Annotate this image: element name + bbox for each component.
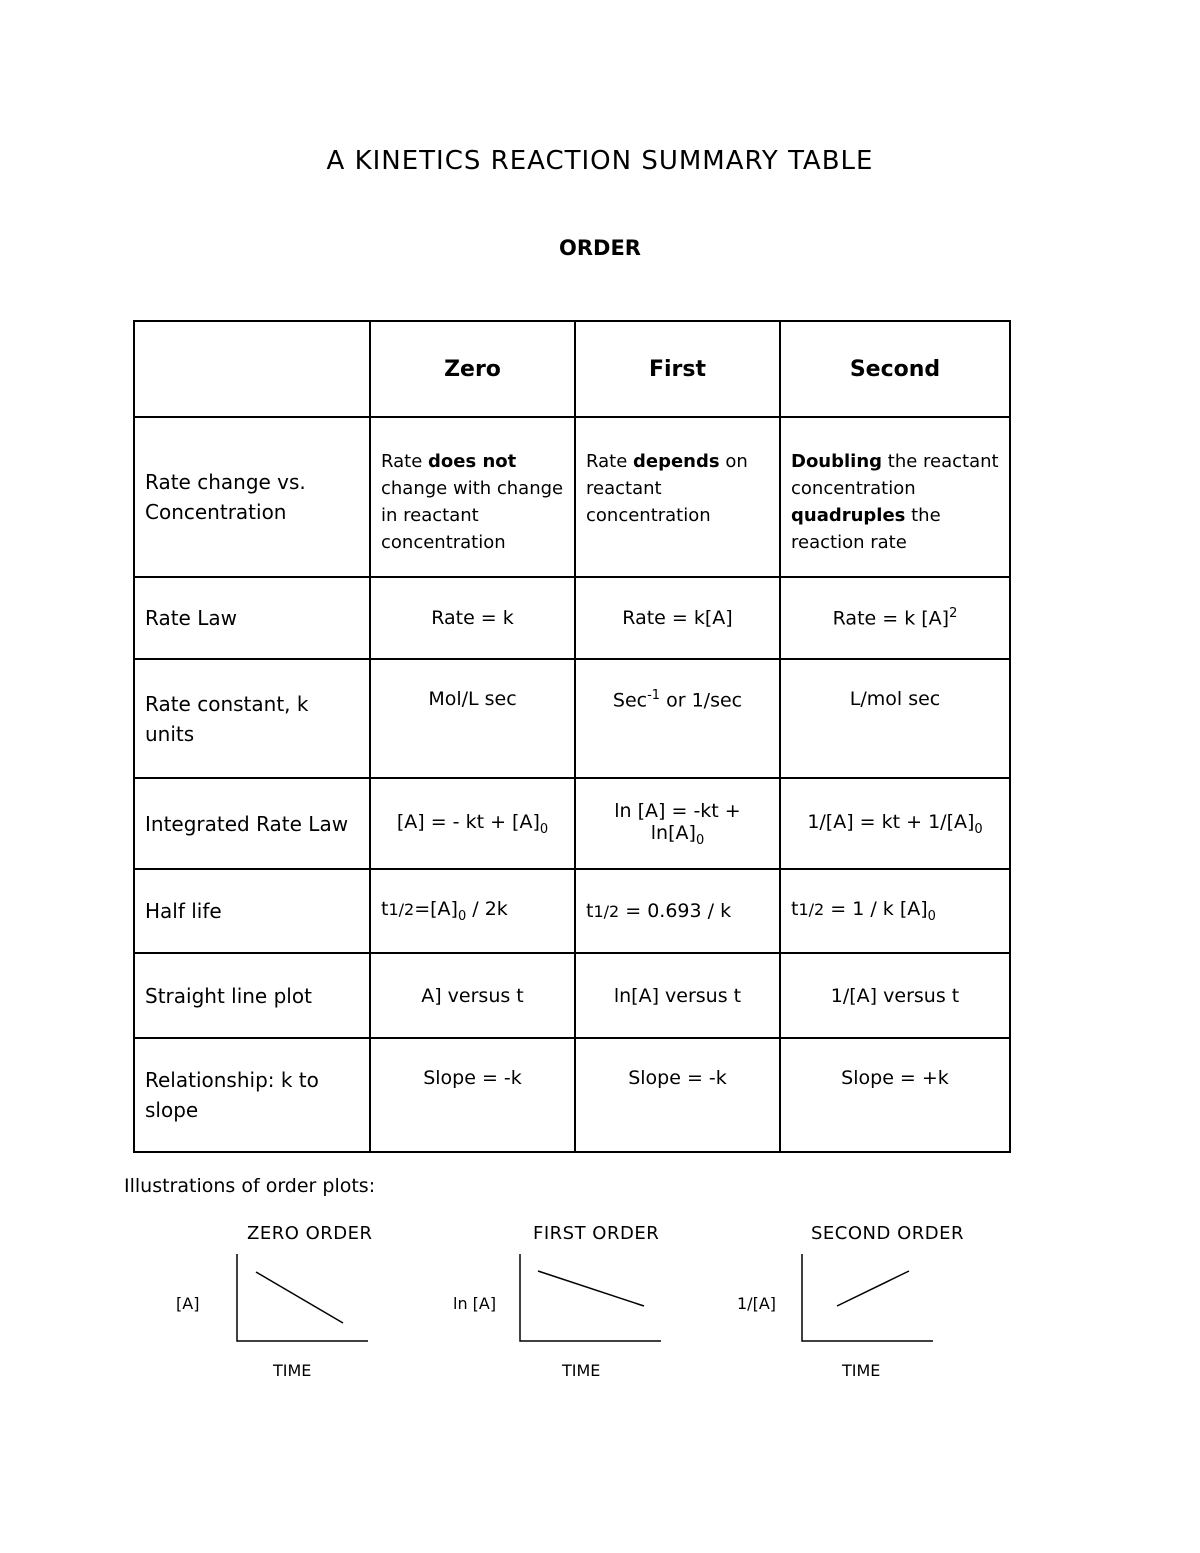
- page-title: A KINETICS REACTION SUMMARY TABLE: [326, 146, 874, 176]
- cell-first: t1/2 = 0.693 / k: [575, 869, 780, 953]
- first-order-axes: [520, 1254, 661, 1341]
- cell-zero: [A] = - kt + $[A]_0$: [370, 778, 575, 869]
- first-order-plot: [520, 1254, 661, 1341]
- plot-title-first: FIRST ORDER: [533, 1223, 660, 1244]
- first-order-line: [538, 1271, 644, 1306]
- cell-second: t1/2 = 1 / k $[A]_0$: [780, 869, 1010, 953]
- plot-xlabel-zero: TIME: [273, 1361, 312, 1380]
- row-label: Rate constant, k units: [134, 659, 370, 778]
- illustrations-caption: Illustrations of order plots:: [124, 1175, 376, 1197]
- cell-first: $\ln [A] = -kt + \ln[A]_0$: [575, 778, 780, 869]
- plot-xlabel-first: TIME: [562, 1361, 601, 1380]
- plot-ylabel-second: 1/[A]: [737, 1294, 776, 1313]
- zero-order-line: [256, 1272, 343, 1323]
- cell-first: Sec$^{-1}$ or 1/sec: [575, 659, 780, 778]
- cell-zero: Mol/L sec: [370, 659, 575, 778]
- cell-zero: A] versus t: [370, 953, 575, 1038]
- header-first: First: [575, 321, 780, 417]
- cell-zero: Rate = k: [370, 577, 575, 659]
- second-order-plot: [802, 1254, 933, 1341]
- plot-title-zero: ZERO ORDER: [247, 1223, 373, 1244]
- plot-ylabel-zero: [A]: [176, 1294, 200, 1313]
- row-label: Integrated Rate Law: [134, 778, 370, 869]
- second-order-axes: [802, 1254, 933, 1341]
- cell-zero: Slope = -k: [370, 1038, 575, 1152]
- cell-second: 1/[A] = kt + $1/[A]_0$: [780, 778, 1010, 869]
- cell-second: Doubling the reactant concentration quadruples the reaction rate: [780, 417, 1010, 577]
- cell-first: ln[A] versus t: [575, 953, 780, 1038]
- cell-first: Rate = k[A]: [575, 577, 780, 659]
- row-label: Rate Law: [134, 577, 370, 659]
- cell-second: Slope = +k: [780, 1038, 1010, 1152]
- cell-second: L/mol sec: [780, 659, 1010, 778]
- row-label: Half life: [134, 869, 370, 953]
- plot-ylabel-first: ln [A]: [453, 1294, 497, 1313]
- cell-second: Rate = k $[A]^2$: [780, 577, 1010, 659]
- header-second: Second: [780, 321, 1010, 417]
- row-label: Straight line plot: [134, 953, 370, 1038]
- cell-zero: Rate does not change with change in reactant concentration: [370, 417, 575, 577]
- cell-second: 1/[A] versus t: [780, 953, 1010, 1038]
- row-label: Rate change vs. Concentration: [134, 417, 370, 577]
- zero-order-axes: [237, 1254, 368, 1341]
- cell-first: Rate depends on reactant concentration: [575, 417, 780, 577]
- second-order-line: [837, 1271, 909, 1306]
- cell-zero: $t1/2=[A]_0 / 2k$: [370, 869, 575, 953]
- header-zero: Zero: [370, 321, 575, 417]
- zero-order-plot: [237, 1254, 368, 1341]
- order-heading: ORDER: [559, 236, 641, 260]
- row-label: Relationship: k to slope: [134, 1038, 370, 1152]
- plot-title-second: SECOND ORDER: [811, 1223, 964, 1244]
- cell-first: Slope = -k: [575, 1038, 780, 1152]
- plot-xlabel-second: TIME: [842, 1361, 881, 1380]
